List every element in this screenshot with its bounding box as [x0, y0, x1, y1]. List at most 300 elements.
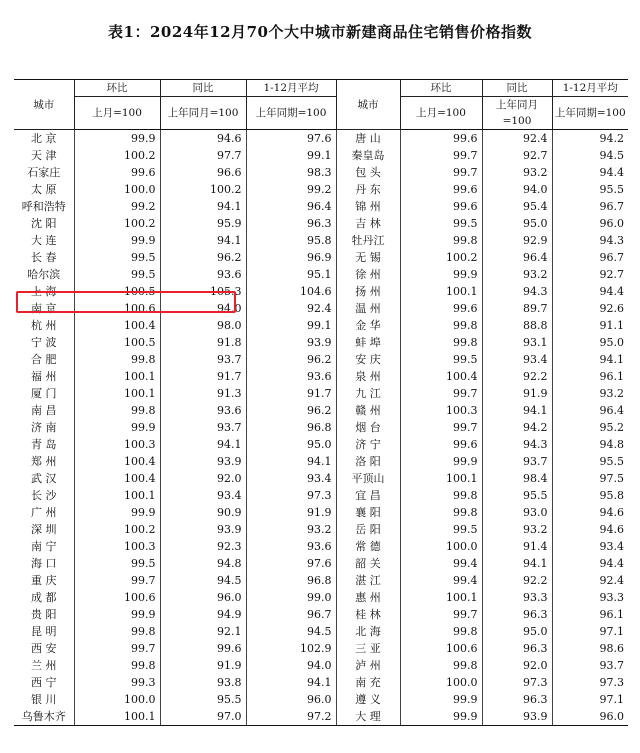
mom-value-right: 99.4 — [400, 572, 482, 589]
table-row — [14, 606, 628, 623]
yoy-value-left: 93.9 — [160, 521, 246, 538]
mom-value-right: 99.8 — [400, 623, 482, 640]
avg-value-right: 94.3 — [552, 232, 628, 249]
city-name-right: 秦皇岛 — [336, 147, 400, 164]
city-name-left: 郑 州 — [31, 455, 57, 468]
mom-value-right: 99.8 — [400, 317, 482, 334]
mom-value-right: 99.9 — [400, 708, 482, 726]
city-name-right: 安 庆 — [336, 351, 400, 368]
table-row — [14, 504, 628, 521]
avg-value-left: 91.9 — [246, 504, 336, 521]
city-name-left: 长 春 — [31, 251, 57, 264]
mom-value-right: 99.8 — [400, 334, 482, 351]
mom-value-left: 100.1 — [74, 708, 160, 726]
city-name-left: 海 口 — [31, 557, 57, 570]
city-name-left: 武 汉 — [31, 472, 57, 485]
city-name-left: 哈尔滨 — [27, 268, 61, 281]
mom-value-left: 100.5 — [74, 283, 160, 300]
mom-value-right: 100.4 — [400, 368, 482, 385]
city-name-left: 银 川 — [31, 693, 57, 706]
yoy-value-left: 94.8 — [160, 555, 246, 572]
mom-value-right: 99.7 — [400, 385, 482, 402]
mom-value-left: 99.9 — [74, 606, 160, 623]
city-name-right: 湛 江 — [336, 572, 400, 589]
avg-value-right: 93.7 — [552, 657, 628, 674]
mom-value-left: 100.4 — [74, 470, 160, 487]
mom-base-left: 上月=100 — [74, 97, 160, 130]
yoy-value-right: 96.3 — [482, 606, 552, 623]
yoy-value-right: 94.0 — [482, 181, 552, 198]
yoy-value-right: 89.7 — [482, 300, 552, 317]
mom-base-right: 上月=100 — [400, 97, 482, 130]
city-name-left: 呼和浩特 — [21, 200, 66, 213]
table-row — [14, 657, 628, 674]
yoy-value-right: 94.3 — [482, 436, 552, 453]
table-row — [14, 487, 628, 504]
avg-header-right: 1-12月平均 — [552, 80, 628, 97]
city-name-right: 平顶山 — [336, 470, 400, 487]
yoy-value-right: 96.3 — [482, 640, 552, 657]
avg-value-left: 94.0 — [246, 657, 336, 674]
mom-value-right: 99.9 — [400, 691, 482, 708]
mom-value-left: 99.9 — [74, 232, 160, 249]
avg-value-left: 97.6 — [246, 130, 336, 148]
mom-value-left: 100.5 — [74, 334, 160, 351]
avg-value-left: 96.2 — [246, 351, 336, 368]
city-name-left: 南 宁 — [31, 540, 57, 553]
yoy-value-left: 93.4 — [160, 487, 246, 504]
yoy-value-left: 93.6 — [160, 266, 246, 283]
city-name-right: 桂 林 — [336, 606, 400, 623]
yoy-value-left: 94.6 — [160, 130, 246, 148]
city-name-right: 牡丹江 — [336, 232, 400, 249]
city-name-right: 蚌 埠 — [336, 334, 400, 351]
table-row — [14, 232, 628, 249]
yoy-value-right: 95.5 — [482, 487, 552, 504]
avg-value-right: 97.5 — [552, 470, 628, 487]
avg-value-left: 96.9 — [246, 249, 336, 266]
table-row — [14, 334, 628, 351]
mom-value-left: 99.9 — [74, 130, 160, 148]
mom-value-right: 100.3 — [400, 402, 482, 419]
city-name-right: 九 江 — [336, 385, 400, 402]
mom-value-left: 100.6 — [74, 589, 160, 606]
city-name-right: 丹 东 — [336, 181, 400, 198]
avg-value-left: 97.6 — [246, 555, 336, 572]
yoy-value-left: 94.0 — [160, 300, 246, 317]
city-name-right: 徐 州 — [336, 266, 400, 283]
yoy-value-right: 93.3 — [482, 589, 552, 606]
city-header-right: 城市 — [336, 80, 400, 130]
mom-value-right: 100.1 — [400, 470, 482, 487]
avg-value-right: 94.5 — [552, 147, 628, 164]
table-row — [14, 419, 628, 436]
city-name-right: 北 海 — [336, 623, 400, 640]
avg-value-right: 95.8 — [552, 487, 628, 504]
avg-value-right: 92.4 — [552, 572, 628, 589]
avg-value-right: 94.2 — [552, 130, 628, 148]
mom-value-left: 100.3 — [74, 436, 160, 453]
avg-value-right: 97.3 — [552, 674, 628, 691]
yoy-header-right: 同比 — [482, 80, 552, 97]
avg-value-right: 94.8 — [552, 436, 628, 453]
city-name-left: 厦 门 — [31, 387, 57, 400]
yoy-value-left: 91.3 — [160, 385, 246, 402]
yoy-value-left: 93.7 — [160, 419, 246, 436]
avg-value-right: 96.7 — [552, 249, 628, 266]
city-name-left: 深 圳 — [31, 523, 57, 536]
table-row — [14, 300, 628, 317]
table-row — [14, 317, 628, 334]
city-name-right: 常 德 — [336, 538, 400, 555]
yoy-value-left: 98.0 — [160, 317, 246, 334]
city-name-left: 广 州 — [31, 506, 57, 519]
table-row — [14, 521, 628, 538]
price-index-table — [14, 79, 628, 726]
mom-value-left: 100.4 — [74, 453, 160, 470]
city-name-left: 大 连 — [31, 234, 57, 247]
yoy-value-left: 90.9 — [160, 504, 246, 521]
yoy-value-left: 92.3 — [160, 538, 246, 555]
avg-value-left: 99.0 — [246, 589, 336, 606]
table-row — [14, 385, 628, 402]
yoy-base-right: 上年同月=100 — [482, 97, 552, 130]
table-row — [14, 674, 628, 691]
avg-value-left: 93.6 — [246, 538, 336, 555]
mom-value-left: 100.4 — [74, 317, 160, 334]
mom-value-right: 99.4 — [400, 555, 482, 572]
avg-value-left: 95.1 — [246, 266, 336, 283]
city-name-right: 锦 州 — [336, 198, 400, 215]
yoy-value-right: 94.1 — [482, 555, 552, 572]
mom-value-right: 99.6 — [400, 130, 482, 148]
avg-value-right: 96.4 — [552, 402, 628, 419]
mom-value-left: 99.3 — [74, 674, 160, 691]
yoy-value-left: 99.6 — [160, 640, 246, 657]
yoy-value-left: 96.2 — [160, 249, 246, 266]
table-row — [14, 215, 628, 232]
mom-value-left: 100.1 — [74, 368, 160, 385]
city-name-right: 济 宁 — [336, 436, 400, 453]
yoy-value-left: 94.1 — [160, 436, 246, 453]
avg-value-left: 94.1 — [246, 453, 336, 470]
table-row — [14, 436, 628, 453]
yoy-value-left: 93.9 — [160, 453, 246, 470]
table-row — [14, 164, 628, 181]
city-name-left: 石家庄 — [27, 166, 61, 179]
city-name-left: 西 宁 — [31, 676, 57, 689]
yoy-value-left: 97.0 — [160, 708, 246, 726]
yoy-value-right: 95.0 — [482, 623, 552, 640]
avg-value-right: 97.1 — [552, 691, 628, 708]
yoy-value-right: 93.1 — [482, 334, 552, 351]
avg-value-right: 98.6 — [552, 640, 628, 657]
avg-value-left: 96.8 — [246, 419, 336, 436]
table-body — [14, 130, 628, 726]
avg-value-right: 94.4 — [552, 555, 628, 572]
yoy-value-left: 93.7 — [160, 351, 246, 368]
mom-value-left: 100.6 — [74, 300, 160, 317]
avg-value-left: 97.3 — [246, 487, 336, 504]
yoy-value-right: 92.2 — [482, 572, 552, 589]
city-name-right: 金 华 — [336, 317, 400, 334]
avg-value-right: 92.6 — [552, 300, 628, 317]
city-name-right: 包 头 — [336, 164, 400, 181]
yoy-header-left: 同比 — [160, 80, 246, 97]
avg-value-left: 94.1 — [246, 674, 336, 691]
avg-value-right: 92.7 — [552, 266, 628, 283]
mom-value-right: 100.6 — [400, 640, 482, 657]
city-header-left: 城市 — [14, 80, 74, 130]
city-name-left: 贵 阳 — [31, 608, 57, 621]
avg-value-right: 95.5 — [552, 453, 628, 470]
city-name-left: 杭 州 — [31, 319, 57, 332]
mom-value-left: 99.8 — [74, 657, 160, 674]
avg-value-right: 93.4 — [552, 538, 628, 555]
yoy-value-right: 93.7 — [482, 453, 552, 470]
yoy-value-right: 93.9 — [482, 708, 552, 726]
avg-value-right: 95.2 — [552, 419, 628, 436]
yoy-value-left: 92.0 — [160, 470, 246, 487]
yoy-value-right: 91.4 — [482, 538, 552, 555]
table-row — [14, 147, 628, 164]
yoy-value-right: 93.0 — [482, 504, 552, 521]
city-name-left: 南 昌 — [31, 404, 57, 417]
yoy-value-right: 97.3 — [482, 674, 552, 691]
yoy-value-right: 94.2 — [482, 419, 552, 436]
city-name-left: 宁 波 — [31, 336, 57, 349]
city-name-right: 泉 州 — [336, 368, 400, 385]
avg-value-left: 91.7 — [246, 385, 336, 402]
yoy-value-right: 94.1 — [482, 402, 552, 419]
city-name-left: 青 岛 — [31, 438, 57, 451]
city-name-right: 温 州 — [336, 300, 400, 317]
mom-value-left: 99.5 — [74, 266, 160, 283]
yoy-value-left: 91.7 — [160, 368, 246, 385]
city-name-left: 天 津 — [31, 149, 57, 162]
table-row — [14, 181, 628, 198]
mom-value-left: 100.2 — [74, 521, 160, 538]
mom-value-right: 99.6 — [400, 300, 482, 317]
avg-value-right: 96.0 — [552, 708, 628, 726]
mom-value-right: 99.6 — [400, 181, 482, 198]
avg-value-left: 93.6 — [246, 368, 336, 385]
mom-value-left: 100.0 — [74, 691, 160, 708]
yoy-value-left: 91.9 — [160, 657, 246, 674]
avg-value-right: 97.1 — [552, 623, 628, 640]
avg-value-left: 104.6 — [246, 283, 336, 300]
yoy-value-right: 94.3 — [482, 283, 552, 300]
mom-value-left: 100.1 — [74, 385, 160, 402]
city-name-right: 宜 昌 — [336, 487, 400, 504]
yoy-value-left: 91.8 — [160, 334, 246, 351]
avg-value-right: 96.0 — [552, 215, 628, 232]
table-row — [14, 640, 628, 657]
table-row — [14, 453, 628, 470]
avg-value-right: 94.1 — [552, 351, 628, 368]
yoy-value-right: 92.2 — [482, 368, 552, 385]
table-row — [14, 198, 628, 215]
avg-value-left: 92.4 — [246, 300, 336, 317]
table-row — [14, 368, 628, 385]
mom-value-right: 99.9 — [400, 453, 482, 470]
avg-value-left: 93.2 — [246, 521, 336, 538]
avg-value-left: 102.9 — [246, 640, 336, 657]
city-name-right: 烟 台 — [336, 419, 400, 436]
yoy-value-right: 91.9 — [482, 385, 552, 402]
table-title: 表1：2024年12月70个大中城市新建商品住宅销售价格指数 — [108, 23, 532, 41]
avg-value-right: 91.1 — [552, 317, 628, 334]
table-row — [14, 283, 628, 300]
mom-value-right: 100.1 — [400, 283, 482, 300]
city-name-left: 北 京 — [31, 132, 57, 145]
city-name-left: 乌鲁木齐 — [14, 708, 74, 726]
table-row — [14, 402, 628, 419]
table-row — [14, 555, 628, 572]
mom-value-right: 99.7 — [400, 147, 482, 164]
yoy-value-left: 97.7 — [160, 147, 246, 164]
avg-value-right: 94.6 — [552, 504, 628, 521]
yoy-value-right: 93.2 — [482, 521, 552, 538]
city-name-right: 大 理 — [336, 708, 400, 726]
avg-value-left: 95.8 — [246, 232, 336, 249]
yoy-value-right: 92.0 — [482, 657, 552, 674]
city-name-right: 无 锡 — [336, 249, 400, 266]
yoy-value-left: 94.1 — [160, 198, 246, 215]
avg-value-left: 99.1 — [246, 147, 336, 164]
yoy-value-left: 92.1 — [160, 623, 246, 640]
table-row — [14, 351, 628, 368]
mom-value-right: 100.1 — [400, 589, 482, 606]
mom-value-right: 99.7 — [400, 164, 482, 181]
yoy-value-right: 93.2 — [482, 164, 552, 181]
avg-value-left: 93.4 — [246, 470, 336, 487]
city-name-left: 兰 州 — [31, 659, 57, 672]
avg-value-right: 94.4 — [552, 164, 628, 181]
mom-value-right: 99.8 — [400, 487, 482, 504]
mom-value-left: 99.7 — [74, 572, 160, 589]
mom-value-right: 100.2 — [400, 249, 482, 266]
table-row — [14, 266, 628, 283]
yoy-value-right: 98.4 — [482, 470, 552, 487]
yoy-value-right: 96.3 — [482, 691, 552, 708]
mom-value-right: 99.8 — [400, 504, 482, 521]
mom-header-right: 环比 — [400, 80, 482, 97]
city-name-left: 西 安 — [31, 642, 57, 655]
city-name-left: 重 庆 — [31, 574, 57, 587]
mom-value-left: 100.3 — [74, 538, 160, 555]
mom-value-right: 99.8 — [400, 232, 482, 249]
yoy-value-left: 93.6 — [160, 402, 246, 419]
header-row-2 — [14, 97, 628, 130]
city-name-right: 惠 州 — [336, 589, 400, 606]
table-row — [14, 708, 628, 726]
city-name-left: 昆 明 — [31, 625, 57, 638]
yoy-value-left: 95.9 — [160, 215, 246, 232]
avg-value-right: 96.1 — [552, 606, 628, 623]
yoy-value-left: 96.0 — [160, 589, 246, 606]
avg-value-right: 94.6 — [552, 521, 628, 538]
city-name-right: 唐 山 — [336, 130, 400, 148]
mom-value-left: 99.8 — [74, 402, 160, 419]
yoy-value-left: 95.5 — [160, 691, 246, 708]
mom-value-left: 100.2 — [74, 147, 160, 164]
yoy-base-left: 上年同月=100 — [160, 97, 246, 130]
mom-value-left: 100.2 — [74, 215, 160, 232]
mom-value-right: 99.5 — [400, 351, 482, 368]
mom-header-left: 环比 — [74, 80, 160, 97]
avg-value-left: 98.3 — [246, 164, 336, 181]
mom-value-right: 100.0 — [400, 674, 482, 691]
mom-value-right: 99.8 — [400, 657, 482, 674]
avg-value-right: 96.1 — [552, 368, 628, 385]
mom-value-left: 99.5 — [74, 555, 160, 572]
city-name-right: 三 亚 — [336, 640, 400, 657]
mom-value-right: 99.6 — [400, 436, 482, 453]
avg-value-right: 96.7 — [552, 198, 628, 215]
mom-value-left: 99.8 — [74, 351, 160, 368]
yoy-value-right: 95.0 — [482, 215, 552, 232]
mom-value-right: 100.0 — [400, 538, 482, 555]
city-name-right: 襄 阳 — [336, 504, 400, 521]
avg-base-left: 上年同期=100 — [246, 97, 336, 130]
city-name-left: 合 肥 — [31, 353, 57, 366]
city-name-left: 成 都 — [31, 591, 57, 604]
mom-value-right: 99.5 — [400, 215, 482, 232]
table-row — [14, 589, 628, 606]
mom-value-left: 100.1 — [74, 487, 160, 504]
yoy-value-left: 94.1 — [160, 232, 246, 249]
mom-value-left: 99.5 — [74, 249, 160, 266]
mom-value-left: 99.2 — [74, 198, 160, 215]
avg-value-right: 95.0 — [552, 334, 628, 351]
yoy-value-right: 92.9 — [482, 232, 552, 249]
table-row — [14, 130, 628, 148]
avg-value-right: 95.5 — [552, 181, 628, 198]
city-name-right: 洛 阳 — [336, 453, 400, 470]
yoy-value-right: 93.2 — [482, 266, 552, 283]
city-name-right: 遵 义 — [336, 691, 400, 708]
avg-value-left: 96.2 — [246, 402, 336, 419]
mom-value-right: 99.9 — [400, 266, 482, 283]
mom-value-left: 99.8 — [74, 623, 160, 640]
avg-value-left: 96.7 — [246, 606, 336, 623]
yoy-value-right: 92.4 — [482, 130, 552, 148]
table-row — [14, 623, 628, 640]
city-name-right: 泸 州 — [336, 657, 400, 674]
mom-value-right: 99.7 — [400, 606, 482, 623]
city-name-left: 南 京 — [31, 302, 57, 315]
avg-base-right: 上年同期=100 — [552, 97, 628, 130]
avg-value-left: 93.9 — [246, 334, 336, 351]
yoy-value-left: 94.9 — [160, 606, 246, 623]
table-row — [14, 249, 628, 266]
city-name-right: 岳 阳 — [336, 521, 400, 538]
avg-value-left: 96.3 — [246, 215, 336, 232]
avg-value-left: 97.2 — [246, 708, 336, 726]
table-row — [14, 572, 628, 589]
yoy-value-right: 96.4 — [482, 249, 552, 266]
avg-value-left: 94.5 — [246, 623, 336, 640]
avg-value-right: 94.4 — [552, 283, 628, 300]
city-name-left: 沈 阳 — [31, 217, 57, 230]
avg-value-left: 96.8 — [246, 572, 336, 589]
avg-value-left: 96.4 — [246, 198, 336, 215]
yoy-value-right: 95.4 — [482, 198, 552, 215]
yoy-value-left: 93.8 — [160, 674, 246, 691]
yoy-value-right: 88.8 — [482, 317, 552, 334]
yoy-value-left: 105.3 — [160, 283, 246, 300]
